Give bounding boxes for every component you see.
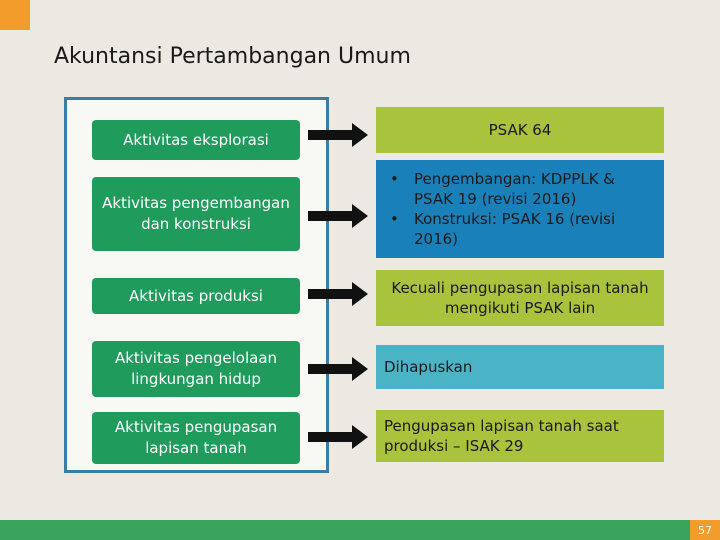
- standard-item-development: • Pengembangan: KDPPLK & PSAK 19 (revisi 2016): [414, 169, 656, 209]
- activity-box-environment: Aktivitas pengelolaan lingkungan hidup: [92, 341, 300, 397]
- standard-box-environment: Dihapuskan: [376, 345, 664, 389]
- activity-box-production: Aktivitas produksi: [92, 278, 300, 314]
- standard-box-psak64: PSAK 64: [376, 107, 664, 153]
- standard-item-construction: • Konstruksi: PSAK 16 (revisi 2016): [414, 209, 656, 249]
- activity-box-development: Aktivitas pengembangan dan konstruksi: [92, 177, 300, 251]
- arrow-icon: [306, 354, 370, 384]
- page-number: 57: [690, 520, 720, 540]
- arrow-icon: [306, 422, 370, 452]
- footer-bar: [0, 520, 720, 540]
- standard-box-stripping: Pengupasan lapisan tanah saat produksi – ISAK 29: [376, 410, 664, 462]
- standard-box-production: Kecuali pengupasan lapisan tanah mengikuti PSAK lain: [376, 270, 664, 326]
- activity-box-stripping: Aktivitas pengupasan lapisan tanah: [92, 412, 300, 464]
- arrow-icon: [306, 279, 370, 309]
- arrow-icon: [306, 120, 370, 150]
- arrow-icon: [306, 201, 370, 231]
- standard-box-development: [376, 160, 664, 258]
- activity-box-exploration: Aktivitas eksplorasi: [92, 120, 300, 160]
- page-title: Akuntansi Pertambangan Umum: [54, 44, 411, 69]
- corner-accent: [0, 0, 30, 30]
